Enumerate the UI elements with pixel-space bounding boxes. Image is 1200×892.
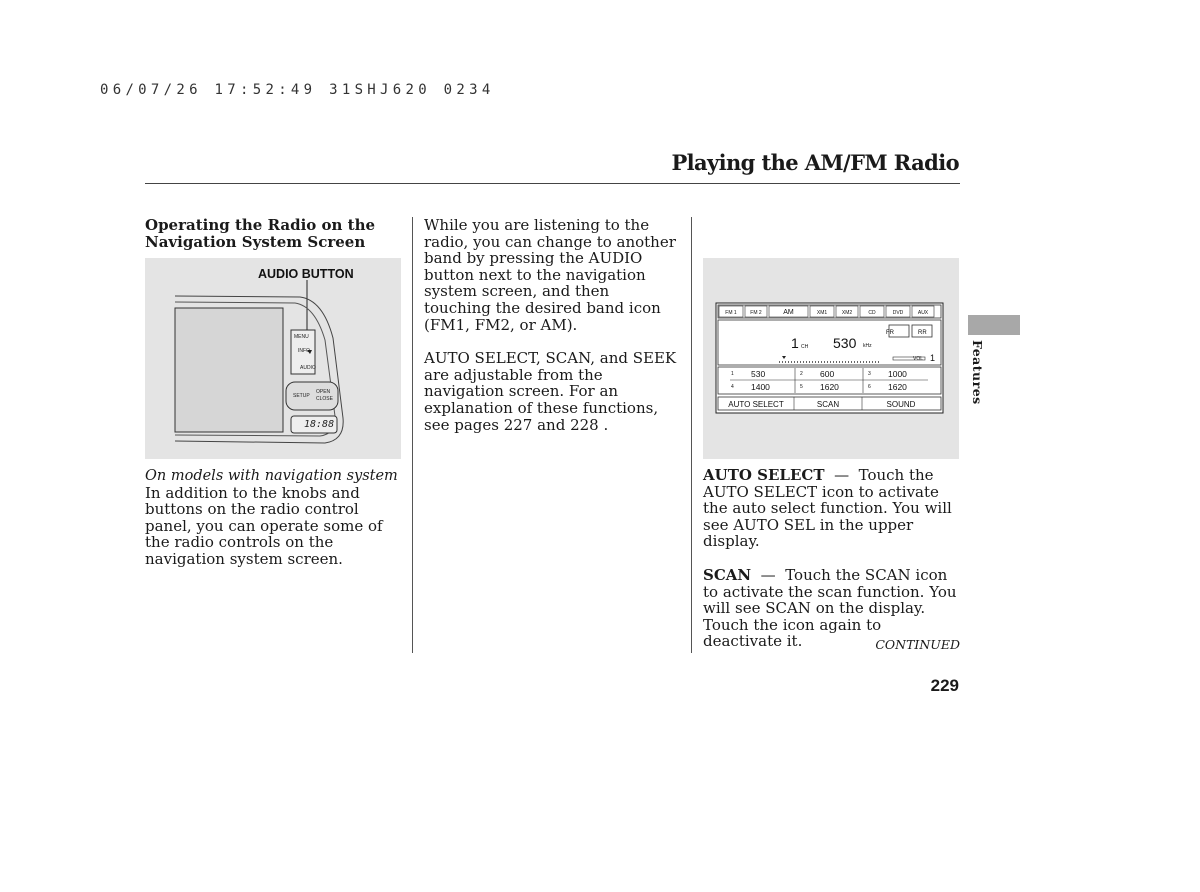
preset-number: 2 bbox=[800, 371, 803, 377]
page-number: 229 bbox=[930, 676, 959, 695]
radio-screen-illustration bbox=[703, 258, 959, 459]
fr-button[interactable]: FR bbox=[886, 330, 894, 336]
scan-term: SCAN bbox=[703, 565, 752, 584]
preset-number: 4 bbox=[731, 384, 734, 390]
preset-frequency[interactable]: 600 bbox=[820, 369, 835, 379]
audio-button-figure bbox=[145, 258, 401, 459]
preset-frequency[interactable]: 1620 bbox=[820, 382, 839, 392]
channel-unit: CH bbox=[801, 344, 809, 350]
section-tab-label: Features bbox=[970, 340, 985, 405]
middle-paragraph-1: While you are listening to the radio, you can change to another band by pressing the AUDIO button next to the navigation system screen, and then touching the desired band icon (FM1, FM2, or AM). bbox=[424, 216, 676, 334]
middle-column-text bbox=[424, 217, 679, 450]
preset-frequency[interactable]: 1620 bbox=[888, 382, 907, 392]
middle-paragraph-2: AUTO SELECT, SCAN, and SEEK are adjustable from the navigation screen. For an explanation of these functions, see pages 227 and 228 . bbox=[424, 349, 677, 434]
preset-number: 6 bbox=[868, 384, 871, 390]
figure-caption: On models with navigation system bbox=[145, 468, 398, 484]
nav-panel-illustration bbox=[145, 258, 401, 459]
preset-frequency[interactable]: 1400 bbox=[751, 382, 770, 392]
volume-label: VOL bbox=[913, 356, 924, 362]
info-button-label: INFO bbox=[298, 348, 310, 354]
preset-number: 1 bbox=[731, 371, 734, 377]
volume-value: 1 bbox=[930, 353, 936, 363]
column-divider-left bbox=[412, 217, 413, 653]
band-tab-label: CD bbox=[868, 310, 876, 316]
preset-frequency[interactable]: 1000 bbox=[888, 369, 907, 379]
preset-frequency[interactable]: 530 bbox=[751, 369, 766, 379]
band-tab-label: FM 2 bbox=[750, 310, 762, 316]
auto-select-text: Touch the AUTO SELECT icon to activate the auto select function. You will see AUTO SEL in the upper display. bbox=[703, 466, 952, 551]
open-button-label: OPEN bbox=[316, 389, 331, 395]
channel-number: 1 bbox=[791, 335, 799, 351]
function-button-scan[interactable]: SCAN bbox=[816, 400, 840, 409]
band-tab-label: DVD bbox=[892, 310, 904, 316]
audio-button-callout: AUDIO BUTTON bbox=[258, 267, 354, 281]
band-tab-label: FM 1 bbox=[725, 310, 737, 316]
band-tab-label: AUX bbox=[917, 310, 929, 316]
clock-display: 18:88 bbox=[304, 419, 335, 430]
auto-select-term: AUTO SELECT bbox=[703, 466, 825, 484]
section-tab bbox=[968, 315, 1020, 335]
title-divider bbox=[145, 183, 960, 184]
radio-screen-figure bbox=[703, 258, 959, 459]
scan-text: Touch the SCAN icon to activate the scan function. You will see SCAN on the display. Touch the icon again to deactivate it. bbox=[703, 565, 957, 651]
menu-button-label: MENU bbox=[294, 334, 309, 340]
function-button-sound[interactable]: SOUND bbox=[886, 400, 916, 409]
band-tab-label: AM bbox=[783, 309, 794, 316]
scan-dash: — bbox=[760, 565, 776, 584]
page-title: Playing the AM/FM Radio bbox=[671, 150, 959, 175]
preset-number: 5 bbox=[800, 384, 803, 390]
rr-button[interactable]: RR bbox=[918, 330, 927, 336]
auto-select-dash: — bbox=[834, 466, 850, 484]
function-button-auto-select[interactable]: AUTO SELECT bbox=[728, 400, 784, 409]
left-paragraph: In addition to the knobs and buttons on the radio control panel, you can operate some of the radio controls on the navigation system screen. bbox=[145, 483, 383, 568]
band-tab-label: XM1 bbox=[816, 310, 828, 316]
column-divider-right bbox=[691, 217, 692, 653]
section-heading: Operating the Radio on the Navigation System Screen bbox=[145, 216, 376, 251]
frequency-readout: 530 bbox=[833, 335, 857, 351]
continued-marker: CONTINUED bbox=[875, 637, 960, 652]
audio-button-label: AUDIO bbox=[300, 365, 316, 371]
frequency-unit: kHz bbox=[863, 343, 872, 349]
preset-number: 3 bbox=[868, 371, 871, 377]
auto-select-description bbox=[703, 467, 961, 550]
print-stamp: 06/07/26 17:52:49 31SHJ620 0234 bbox=[100, 82, 495, 98]
left-column-text bbox=[145, 468, 400, 568]
close-button-label: CLOSE bbox=[316, 396, 333, 402]
band-tab-label: XM2 bbox=[841, 310, 853, 316]
setup-button-label: SETUP bbox=[293, 393, 310, 399]
